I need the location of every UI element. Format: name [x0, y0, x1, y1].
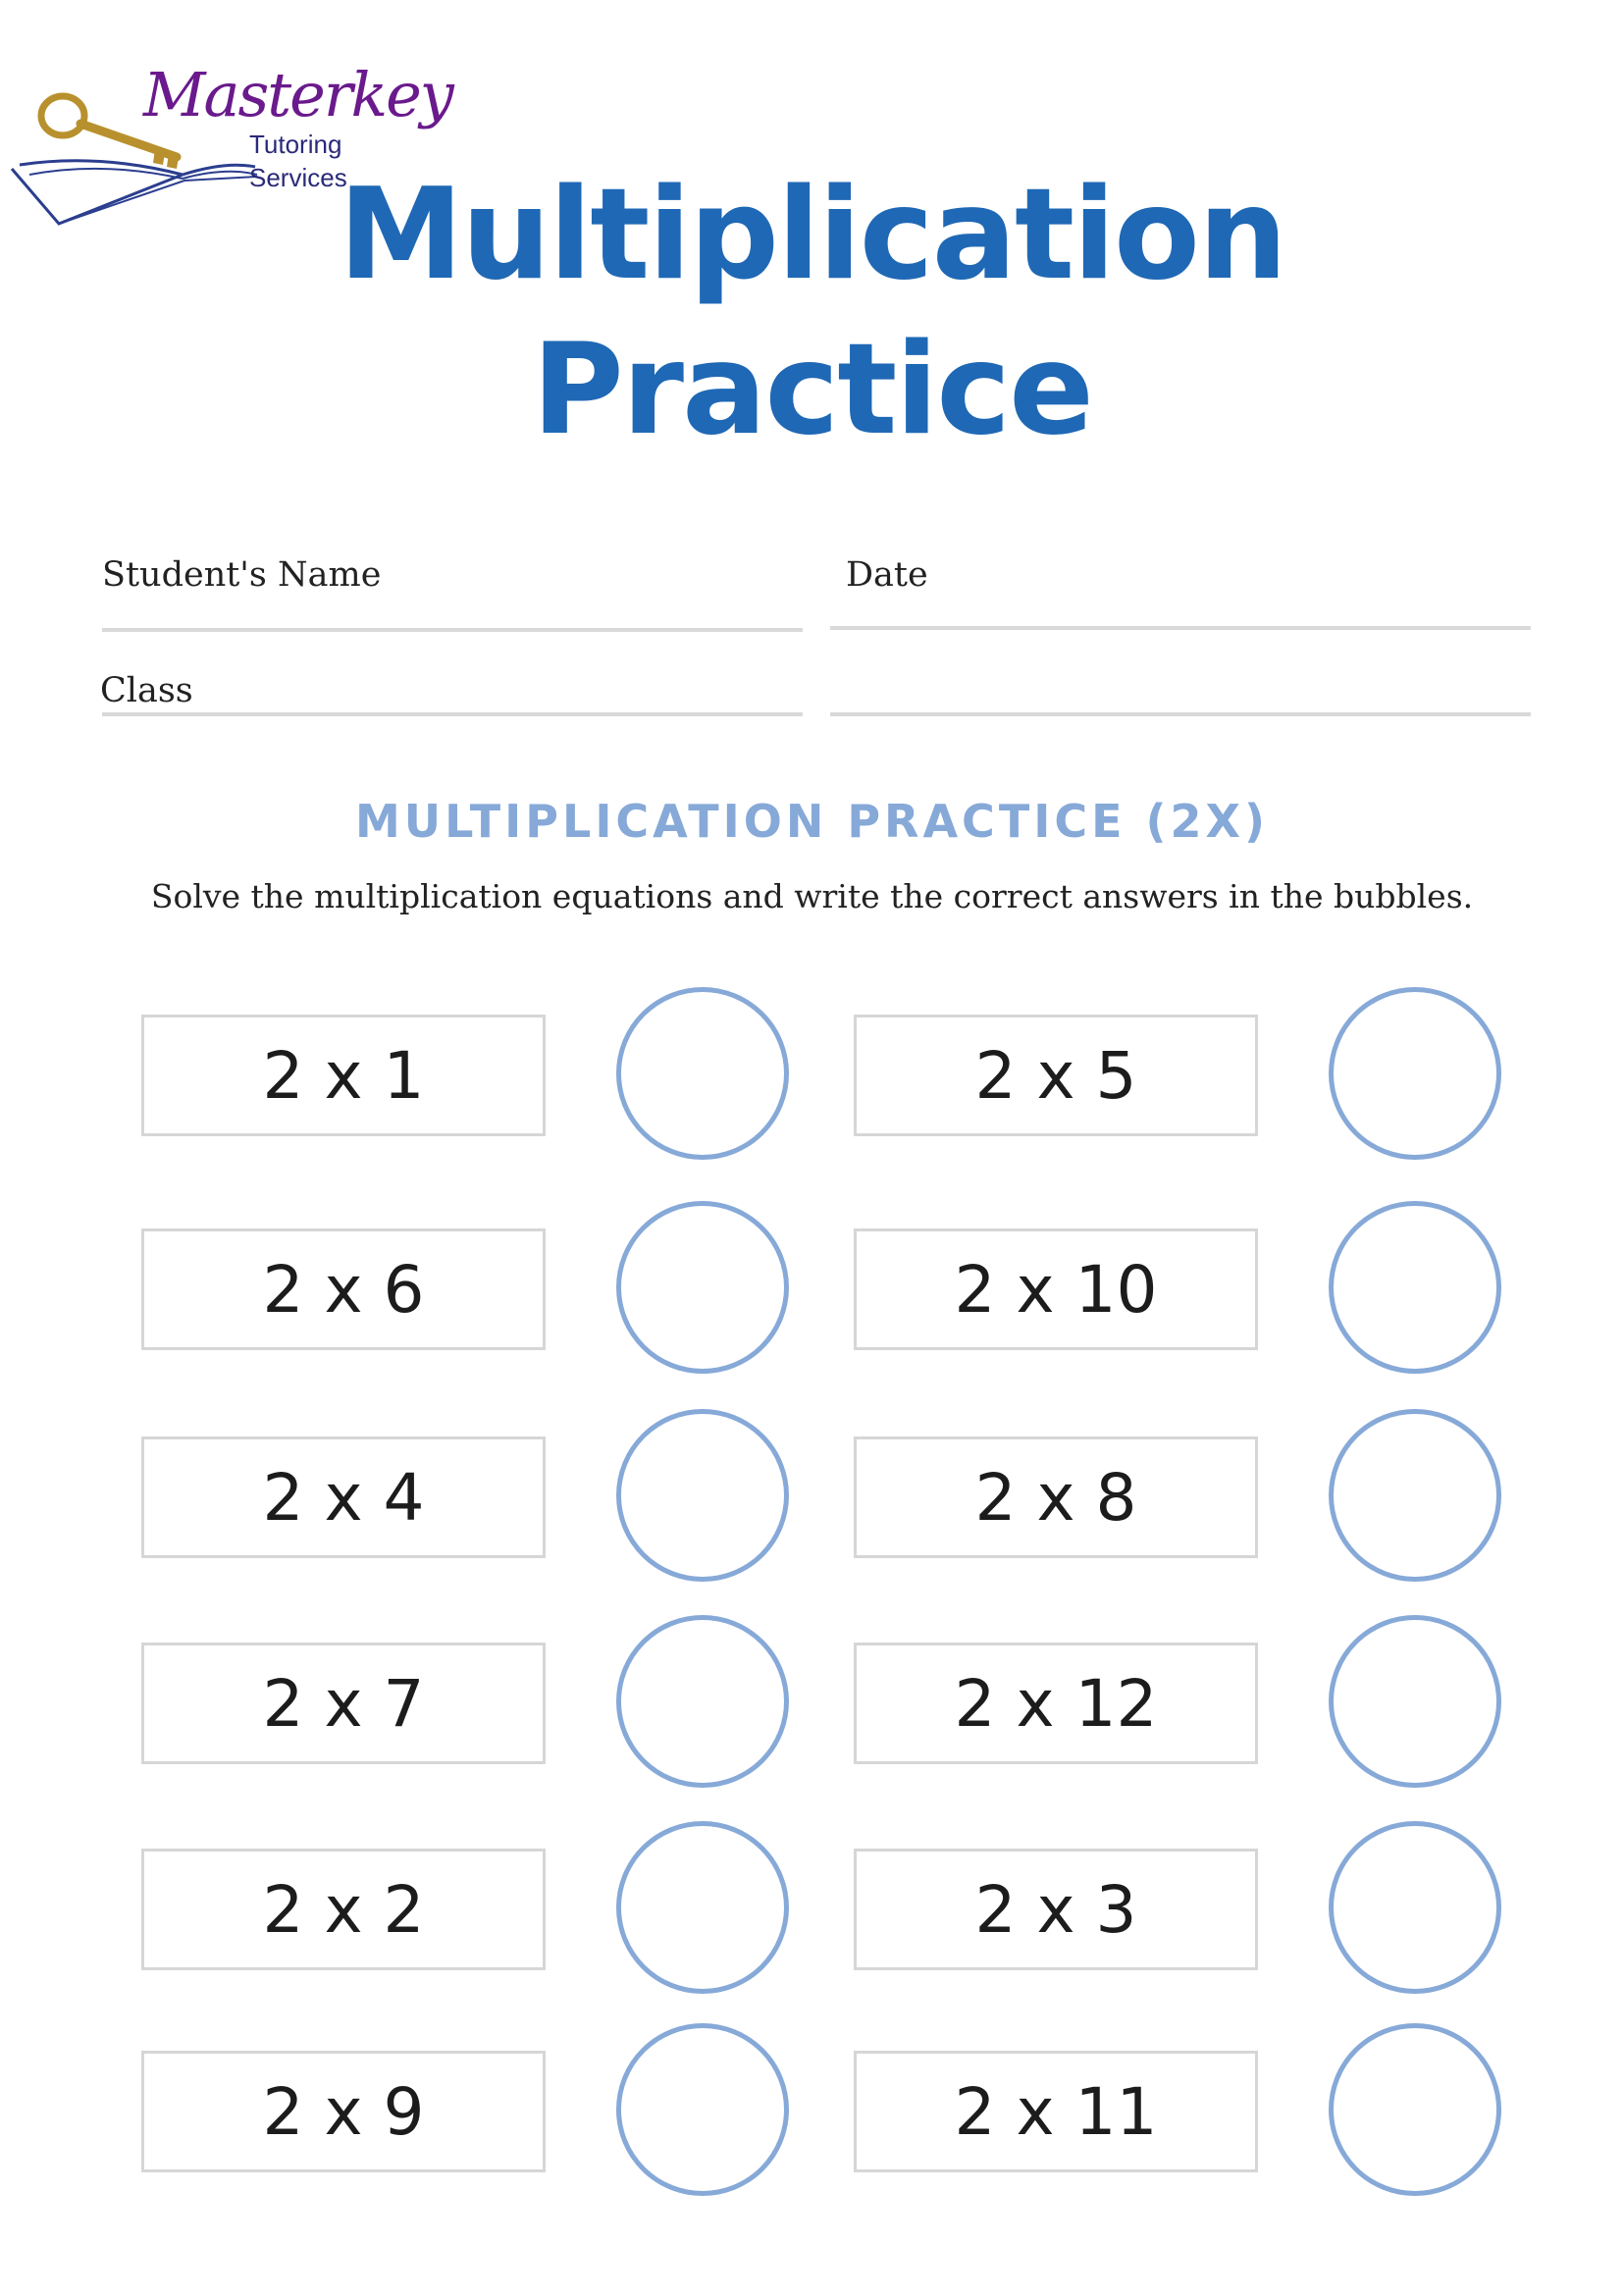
date-label: Date	[846, 555, 928, 595]
problem-box: 2 x 1	[141, 1015, 546, 1136]
problem-box: 2 x 3	[854, 1849, 1258, 1970]
logo-tagline-2: Services	[249, 163, 347, 192]
page-title-line-2: Practice	[532, 317, 1092, 463]
answer-bubble[interactable]	[1329, 1201, 1501, 1374]
logo-brand-text: Masterkey	[143, 59, 452, 130]
section-title: MULTIPLICATION PRACTICE (2X)	[354, 795, 1270, 848]
problem-box: 2 x 11	[854, 2051, 1258, 2172]
student-name-label: Student's Name	[102, 555, 382, 595]
problem-box: 2 x 8	[854, 1436, 1258, 1558]
problem-box: 2 x 6	[141, 1228, 546, 1350]
page-title-line-1: Multiplication	[338, 162, 1286, 308]
problem-box: 2 x 9	[141, 2051, 546, 2172]
answer-bubble[interactable]	[616, 1409, 789, 1582]
problem-box: 2 x 10	[854, 1228, 1258, 1350]
problem-box: 2 x 2	[141, 1849, 546, 1970]
answer-bubble[interactable]	[1329, 1821, 1501, 1994]
answer-bubble[interactable]	[1329, 987, 1501, 1160]
answer-bubble[interactable]	[1329, 1409, 1501, 1582]
problem-box: 2 x 5	[854, 1015, 1258, 1136]
answer-bubble[interactable]	[1329, 1615, 1501, 1788]
answer-bubble[interactable]	[616, 1201, 789, 1374]
problem-box: 2 x 12	[854, 1643, 1258, 1764]
logo-tagline-1: Tutoring	[249, 130, 342, 159]
problem-box: 2 x 7	[141, 1643, 546, 1764]
instructions-text: Solve the multiplication equations and write the correct answers in the bubbles.	[150, 877, 1474, 915]
class-label: Class	[100, 671, 193, 710]
answer-bubble[interactable]	[616, 1821, 789, 1994]
answer-bubble[interactable]	[616, 2023, 789, 2196]
answer-bubble[interactable]	[1329, 2023, 1501, 2196]
answer-bubble[interactable]	[616, 987, 789, 1160]
problem-box: 2 x 4	[141, 1436, 546, 1558]
answer-bubble[interactable]	[616, 1615, 789, 1788]
